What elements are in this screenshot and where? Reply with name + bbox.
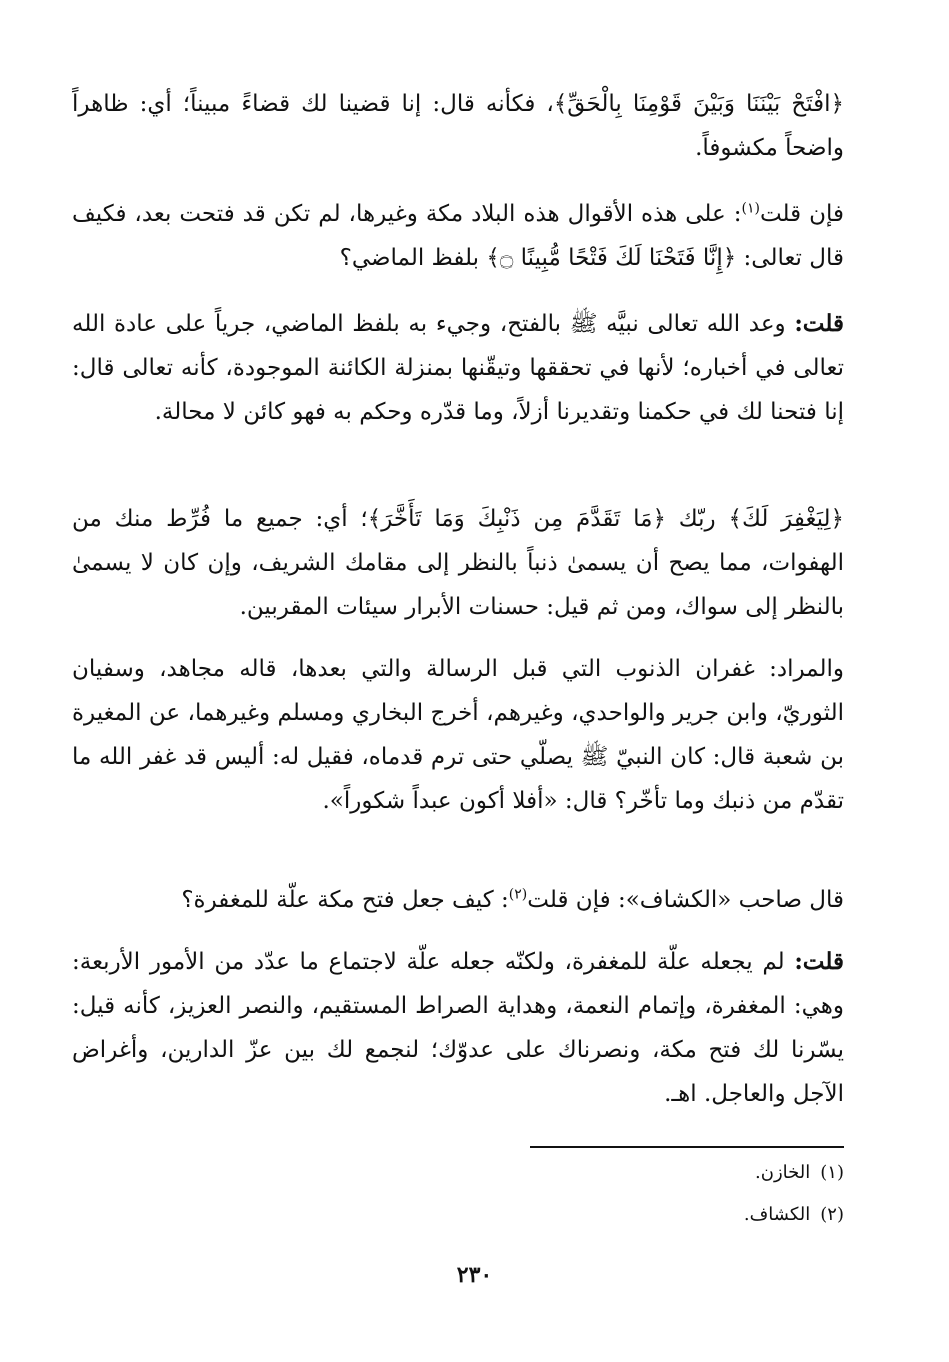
footnote-reference: (١) xyxy=(741,200,760,217)
paragraph-text: ؛ أي: جميع ما فُرِّط منك من الهفوات، مما يصح أن يسمىٰ ذنباً بالنظر إلى مقامك الشريف، وإن كان لا يسمىٰ بالنظر إلى سواك، ومن ثم قيل: حسنات الأبرار سيئات المقربين. xyxy=(72,506,844,620)
paragraph-text: قال صاحب «الكشاف»: فإن قلت xyxy=(527,887,844,913)
paragraph-text: بلفظ الماضي؟ xyxy=(339,245,487,271)
paragraph-text: : على هذه الأقوال هذه البلاد مكة وغيرها، لم تكن قد فتحت بعد، فكيف قال تعالى: xyxy=(72,201,844,271)
footnote-text: الكشاف. xyxy=(743,1204,811,1225)
paragraph-text: ربّك xyxy=(665,506,729,532)
page-number: ٢٣٠ xyxy=(456,1262,493,1288)
paragraph-text: ، فكأنه قال: إنا قضينا لك قضاءً مبيناً؛ أي: ظاهراً واضحاً مكشوفاً. xyxy=(72,91,844,161)
quran-verse: ﴿لِيَغْفِرَ لَكَ﴾ xyxy=(728,506,845,532)
paragraph-text: لم يجعله علّة للمغفرة، ولكنّه جعله علّة لاجتماع ما عدّد من الأمور الأربعة: وهي: المغفرة، وإتمام النعمة، وهداية الصراط المستقيم، والنصر العزيز، كأنه قيل: يسّرنا لك فتح مكة، ونصرناك على عدوّك؛ لنجمع لك بين عزّ الدارين، وأغراض الآجل والعاجل. اهـ. xyxy=(72,949,844,1107)
footnote-1 xyxy=(755,1160,844,1186)
footnote-separator xyxy=(530,1146,844,1148)
footnote-2 xyxy=(744,1202,844,1228)
paragraph-lead: قلت: xyxy=(794,948,844,975)
paragraph-4 xyxy=(72,497,844,629)
quran-verse: ﴿مَا تَقَدَّمَ مِن ذَنْبِكَ وَمَا تَأَخَّرَ﴾ xyxy=(367,506,666,532)
footnote-text: الخازن. xyxy=(755,1162,811,1183)
paragraph-2 xyxy=(72,192,844,280)
paragraph-text: وعد الله تعالى نبيَّه ﷺ بالفتح، وجيء به بلفظ الماضي، جرياً على عادة الله تعالى في أخباره؛ لأنها في تحققها وتيقّنها بمنزلة الكائنة الموجودة، كأنه تعالى قال: إنا فتحنا لك في حكمنا وتقديرنا أزلاً، وما قدّره وحكم به فهو كائن لا محالة. xyxy=(72,311,844,425)
footnote-number: (٢) xyxy=(820,1204,844,1225)
quran-verse: ﴿إِنَّا فَتَحْنَا لَكَ فَتْحًا مُّبِينًا ۝﴾ xyxy=(486,245,737,271)
paragraph-lead: قلت: xyxy=(794,310,844,337)
paragraph-6 xyxy=(72,878,844,922)
quran-verse: ﴿افْتَحْ بَيْنَنَا وَبَيْنَ قَوْمِنَا بِالْحَقِّ﴾ xyxy=(553,91,844,117)
paragraph-7 xyxy=(72,940,844,1116)
paragraph-lead: فإن قلت xyxy=(759,201,844,227)
paragraph-3 xyxy=(72,302,844,434)
paragraph-1 xyxy=(72,82,844,170)
footnote-reference: (٢) xyxy=(508,886,528,903)
paragraph-text: : كيف جعل فتح مكة علّة للمغفرة؟ xyxy=(181,887,509,913)
paragraph-5 xyxy=(72,647,844,823)
footnote-number: (١) xyxy=(820,1162,844,1183)
paragraph-text: والمراد: غفران الذنوب التي قبل الرسالة والتي بعدها، قاله مجاهد، وسفيان الثوريّ، وابن جرير والواحدي، وغيرهم، أخرج البخاري ومسلم وغيرهما، عن المغيرة بن شعبة قال: كان النبيّ ﷺ يصلّي حتى ترم قدماه، فقيل له: أليس قد غفر الله ما تقدّم من ذنبك وما تأخّر؟ قال: «أفلا أكون عبداً شكوراً». xyxy=(72,656,844,814)
